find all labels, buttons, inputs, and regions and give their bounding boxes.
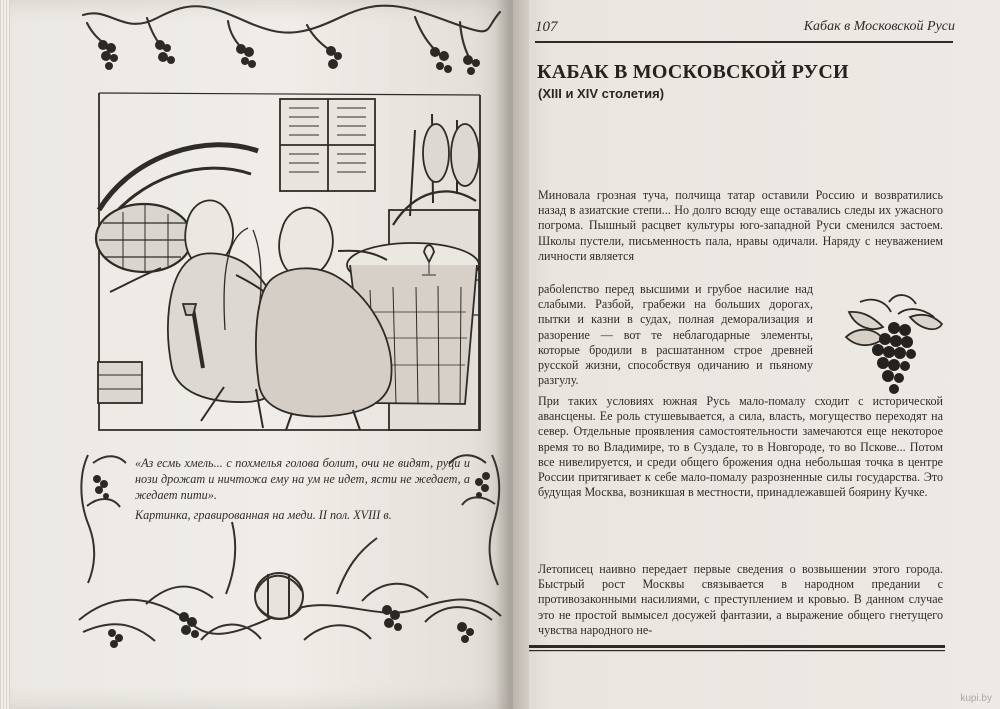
tavern-scene xyxy=(96,93,480,430)
running-title: Кабак в Московской Руси xyxy=(803,19,955,34)
chapter-title: КАБАК В МОСКОВСКОЙ РУСИ xyxy=(537,61,849,83)
paragraph-3: Летописец наивно передает первые сведения о возвышении этого города. Быстрый рост Москвы связывается в народном предании с противозаконными насилиями, с преступлением и кровью. В данном случае это не простой вымысел досужей фантазии, а выражение общего гнетущего чувства народного не- xyxy=(538,562,943,637)
paragraph-1-start: Миновала грозная туча, полчища татар оставили Россию и возвратились назад в азиатские степи... Но долго всюду еще оставались следы их ужасного погрома. Пышный расцвет культуры юго-западной Руси сменился застоем. Школы пустели, письменность пала, нравы одичали. Наряду с неуважением личности является xyxy=(538,188,943,263)
illustration-caption: «Аз есмь хмель... с похмелья голова болит, очи не видят, руци и нози дрожат и ничтожа ему на ум не идет, ясти не жедает, а жедает пити». xyxy=(135,456,470,502)
header-rule xyxy=(535,41,953,43)
page-number: 107 xyxy=(535,19,558,35)
illustration-source: Картинка, гравированная на меди. II пол. XVIII в. xyxy=(135,508,392,522)
running-header xyxy=(535,18,955,42)
bottom-vignette xyxy=(79,522,501,641)
page-block-edge xyxy=(0,0,10,709)
engraving-illustration xyxy=(75,0,505,660)
grape-cluster-icon xyxy=(838,290,943,410)
paragraph-1-continuation: рабolепство перед высшими и грубое насилие над слабыми. Разбой, грабежи на больших дорогах, пытки и казни в судах, полная деморализация и разорение — вот те неблагодарные элементы, которые бродили в расшатанном строе древней русской жизни, способствуя одичанию и пьяному разгулу. xyxy=(538,282,813,388)
paragraph-2: При таких условиях южная Русь мало-помалу сходит с исторической авансцены. Ее роль стушевывается, а сила, власть, могущество переходят на север. Отдельные проявления самостоятельности замечаются еще некоторое время то во Владимире, то в Суздале, то в Новгороде, то во Пскове... Потом все нивелируется, и среди общего брожения одна небольшая точка в центре России притягивает к себе мало-помалу разрозненные силы государства. Это будущая Москва, возникшая в местности, принадлежавшей боярину Кучке. xyxy=(538,394,943,500)
page-bottom-rule xyxy=(529,645,945,653)
top-grapes xyxy=(98,40,480,75)
site-watermark: kupi.by xyxy=(960,693,992,704)
chapter-subtitle: (XIII и XIV столетия) xyxy=(538,86,665,101)
